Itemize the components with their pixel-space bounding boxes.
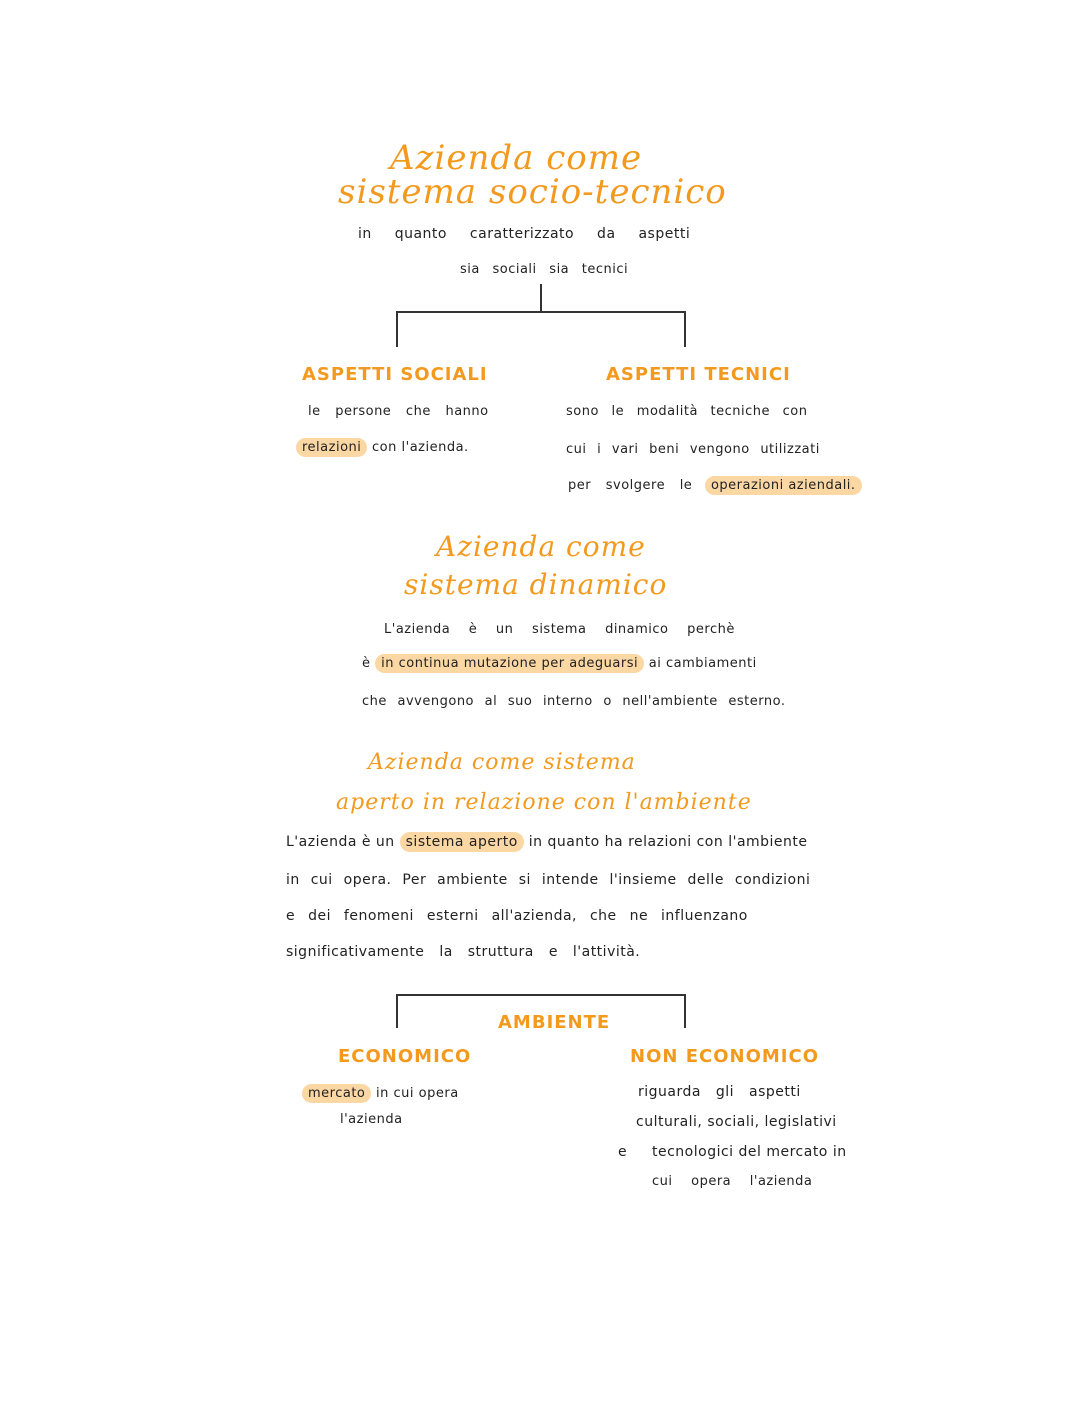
section3-line3: e dei fenomeni esterni all'azienda, che ne influenzano: [286, 908, 748, 924]
non-economico-heading: NON ECONOMICO: [630, 1046, 819, 1067]
section2-line1: L'azienda è un sistema dinamico perchè: [384, 622, 735, 637]
section2-line2-pre: è: [362, 656, 371, 671]
section3-line1-pre: L'azienda è un: [286, 834, 395, 850]
highlight-operazioni-aziendali: operazioni aziendali.: [705, 476, 862, 495]
highlight-relazioni: relazioni: [296, 438, 367, 457]
section1-title-line2: sistema socio-tecnico: [338, 172, 727, 212]
aspetti-tecnici-line3: [568, 478, 862, 493]
section2-title-line2: sistema dinamico: [404, 568, 668, 601]
section3-line2: in cui opera. Per ambiente si intende l'insieme delle condizioni: [286, 872, 811, 888]
aspetti-tecnici-line3-pre: per svolgere le: [568, 478, 693, 493]
aspetti-sociali-line2: [296, 440, 469, 455]
section2-title-line1: Azienda come: [436, 530, 646, 563]
highlight-continua-mutazione: in continua mutazione per adeguarsi: [375, 654, 644, 673]
section2-line3: che avvengono al suo interno o nell'ambiente esterno.: [362, 694, 786, 709]
section3-line1: [286, 834, 808, 850]
section1-intro-line2: sia sociali sia tecnici: [460, 262, 629, 277]
non-economico-line3: tecnologici del mercato in: [652, 1144, 847, 1160]
non-economico-line3-e: e: [618, 1144, 628, 1160]
non-economico-line2: culturali, sociali, legislativi: [636, 1114, 837, 1130]
economico-line1-rest: in cui opera: [376, 1086, 459, 1101]
aspetti-sociali-line1: le persone che hanno: [308, 404, 489, 419]
section1-title-line1: Azienda come: [390, 138, 643, 178]
section3-line4: significativamente la struttura e l'attività.: [286, 944, 641, 960]
economico-heading: ECONOMICO: [338, 1046, 472, 1067]
ambiente-label: AMBIENTE: [498, 1012, 611, 1033]
section3-title-line1: Azienda come sistema: [368, 750, 636, 775]
section3-title-line2: aperto in relazione con l'ambiente: [336, 790, 752, 815]
economico-line1: [302, 1086, 459, 1101]
section2-line2: [362, 656, 757, 671]
non-economico-line4: cui opera l'azienda: [652, 1174, 813, 1189]
highlight-sistema-aperto: sistema aperto: [400, 832, 524, 852]
aspetti-sociali-line2-rest: con l'azienda.: [372, 440, 469, 455]
aspetti-tecnici-line1: sono le modalità tecniche con: [566, 404, 808, 419]
non-economico-line1: riguarda gli aspetti: [638, 1084, 801, 1100]
section1-intro-line1: in quanto caratterizzato da aspetti: [358, 226, 691, 242]
aspetti-tecnici-line2: cui i vari beni vengono utilizzati: [566, 442, 820, 457]
section3-line1-post: in quanto ha relazioni con l'ambiente: [528, 834, 808, 850]
aspetti-tecnici-heading: ASPETTI TECNICI: [606, 364, 791, 385]
highlight-mercato: mercato: [302, 1084, 371, 1103]
economico-line2: l'azienda: [340, 1112, 403, 1127]
section2-line2-post: ai cambiamenti: [648, 656, 757, 671]
aspetti-sociali-heading: ASPETTI SOCIALI: [302, 364, 488, 385]
